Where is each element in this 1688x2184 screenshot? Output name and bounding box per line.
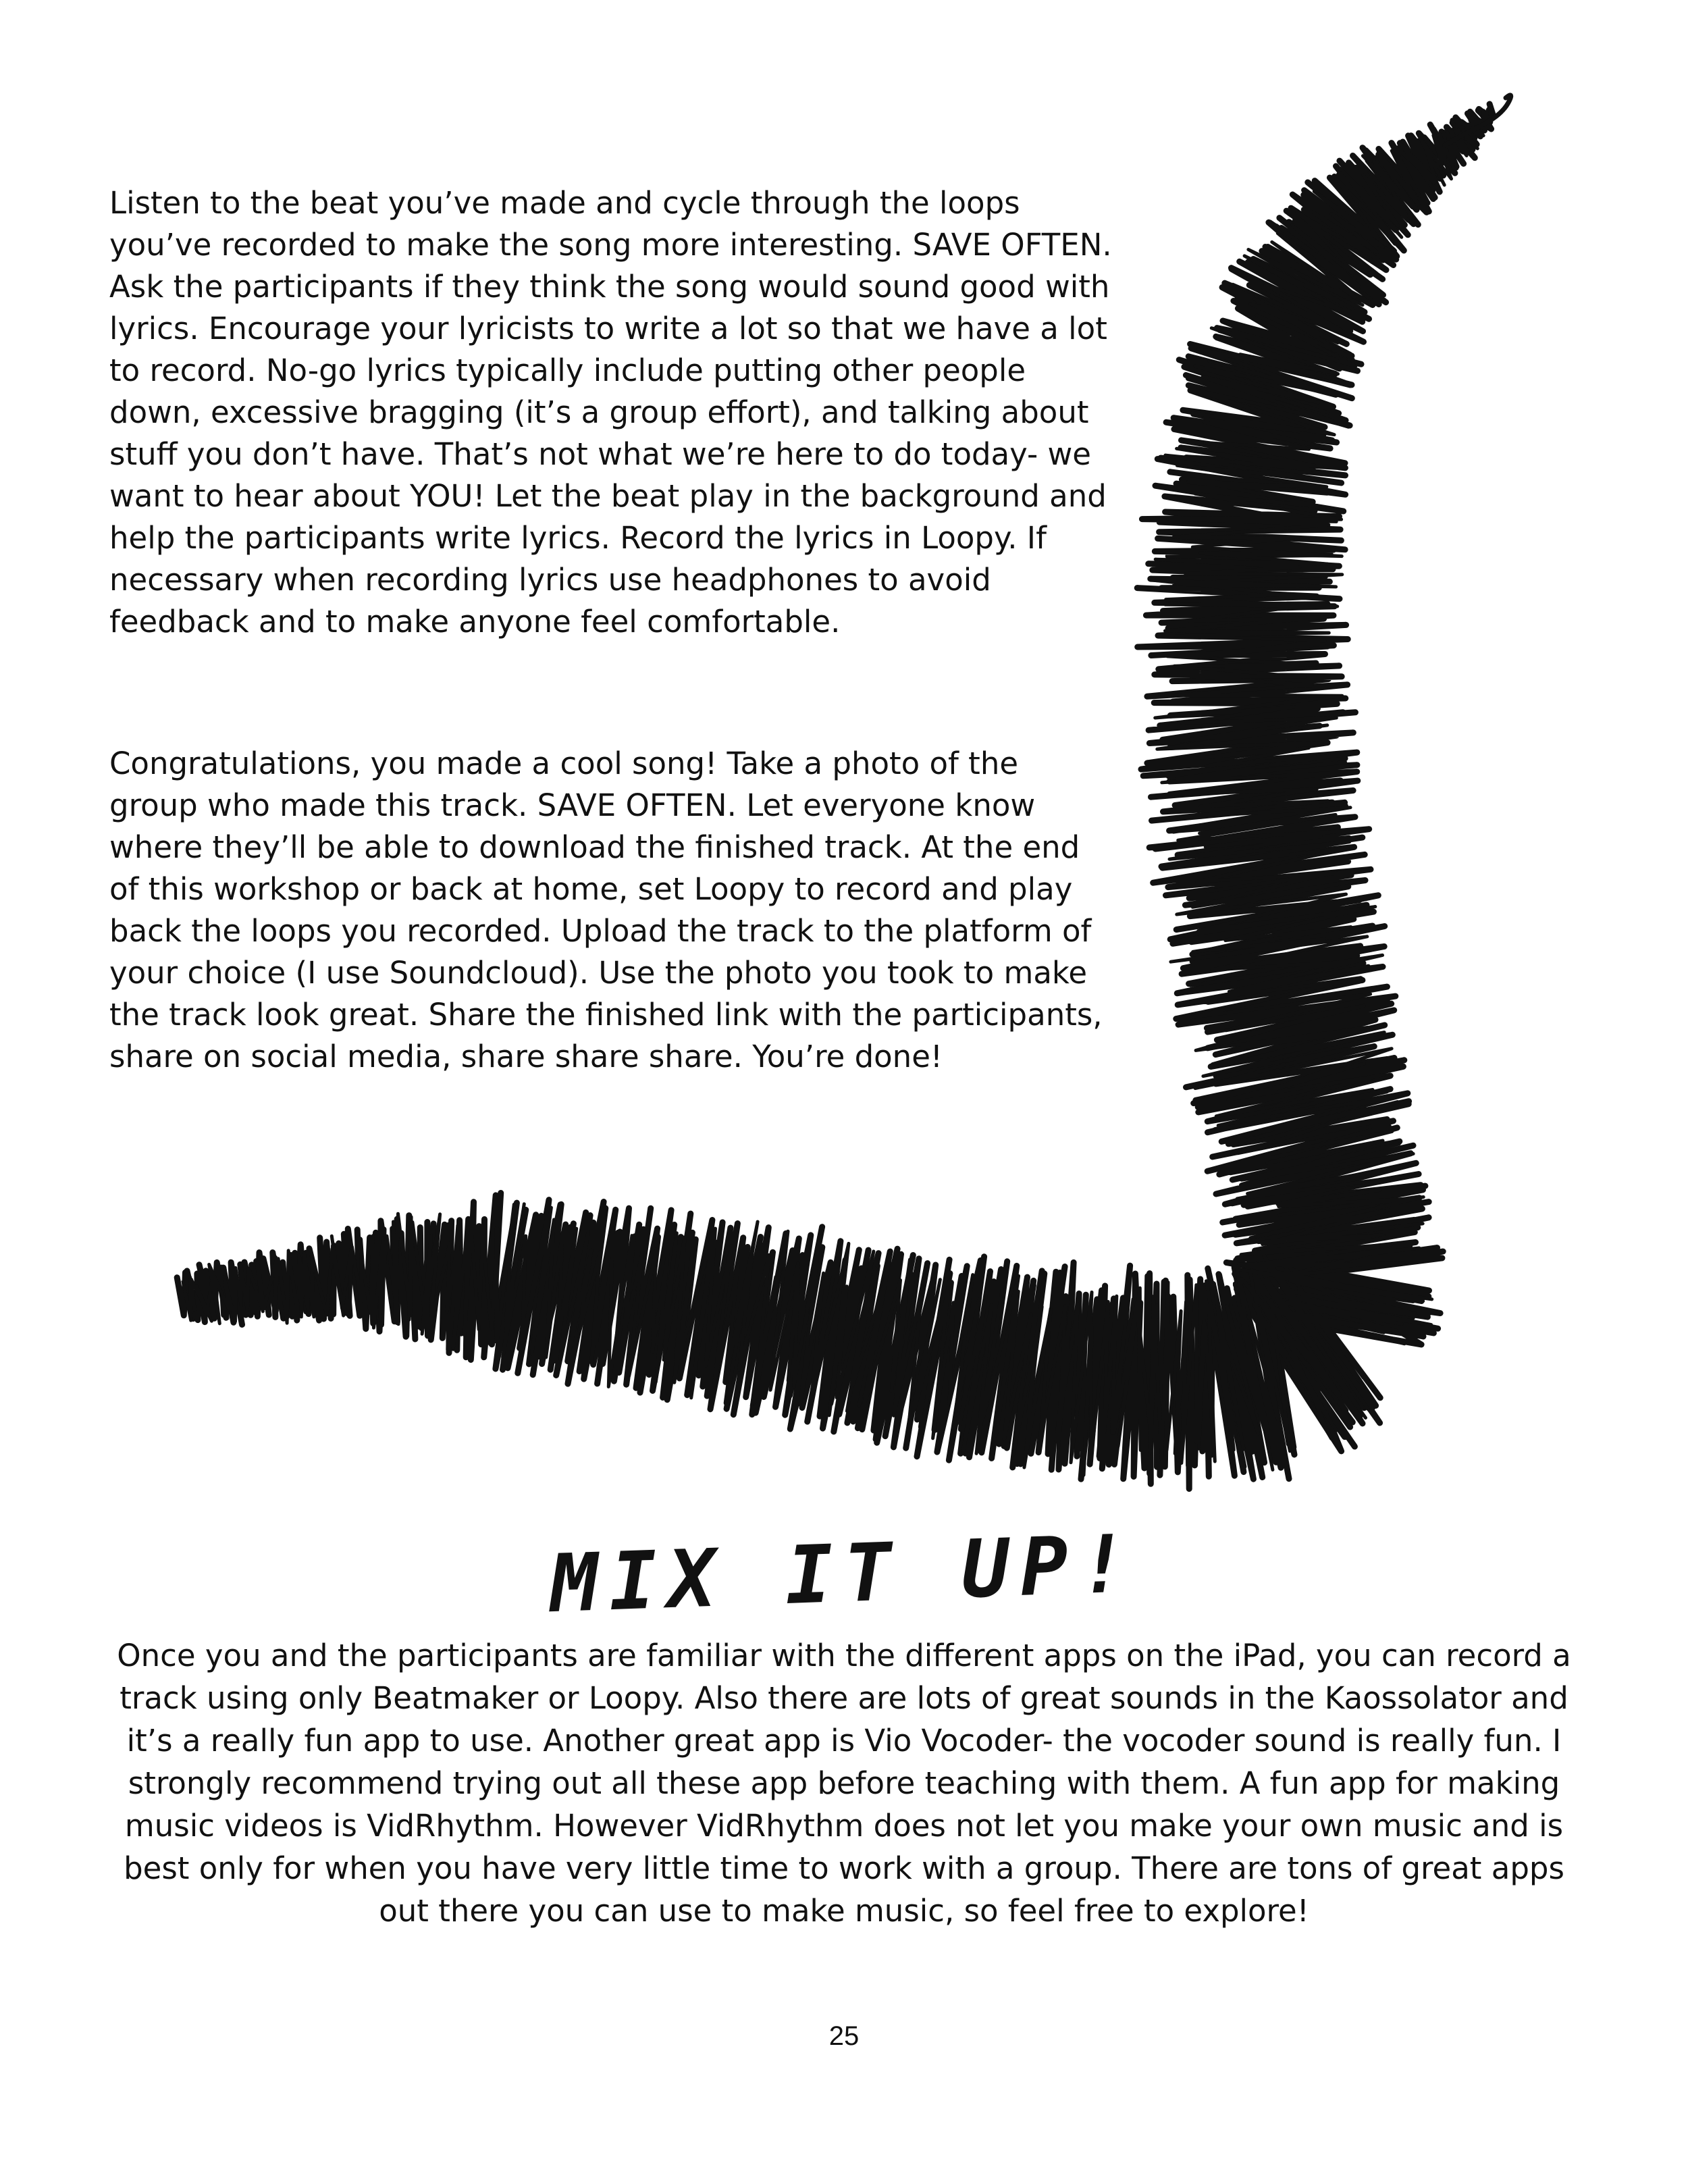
body-paragraph-finish: Congratulations, you made a cool song! Take a photo of the group who made this track. SAVE OFTEN. Let everyone know where they’ll be able to download the finished track. At the end of this workshop or back at home, set Loopy to record and play back the loops you recorded. Upload the track to the platform of your choice (I use Soundcloud). Use the photo you took to make the track look great. Share the finished link with the participants, share on social media, share share share. You’re done!	[109, 746, 1103, 1074]
body-paragraph-lyrics: Listen to the beat you’ve made and cycle through the loops you’ve recorded to make the song more interesting. SAVE OFTEN. Ask the participants if they think the song would sound good with lyrics. Encourage your lyricists to write a lot so that we have a lot to record. No-go lyrics typically include putting other people down, excessive bragging (it’s a group effort), and talking about stuff you don’t have. That’s not what we’re here to do today- we want to hear about YOU! Let the beat play in the background and help the participants write lyrics. Record the lyrics in Loopy. If necessary when recording lyrics use headphones to avoid feedback and to make anyone feel comfortable.	[109, 185, 1112, 640]
page-number: 25	[828, 2021, 860, 2051]
section-heading-mix-it-up: MIX IT UP!	[548, 1516, 1140, 1631]
mix-it-up-paragraph: Once you and the participants are familiar with the different apps on the iPad, you can record a track using only Beatmaker or Loopy. Also there are lots of great sounds in the Kaossolator and it’s a really fun app to use. Another great app is Vio Vocoder- the vocoder sound is really fun. I strongly recommend trying out all these app before teaching with them. A fun app for making music videos is VidRhythm. However VidRhythm does not let you make your own music and is best only for when you have very little time to work with a group. There are tons of great apps out there you can use to make music, so feel free to explore!	[117, 1638, 1571, 1929]
